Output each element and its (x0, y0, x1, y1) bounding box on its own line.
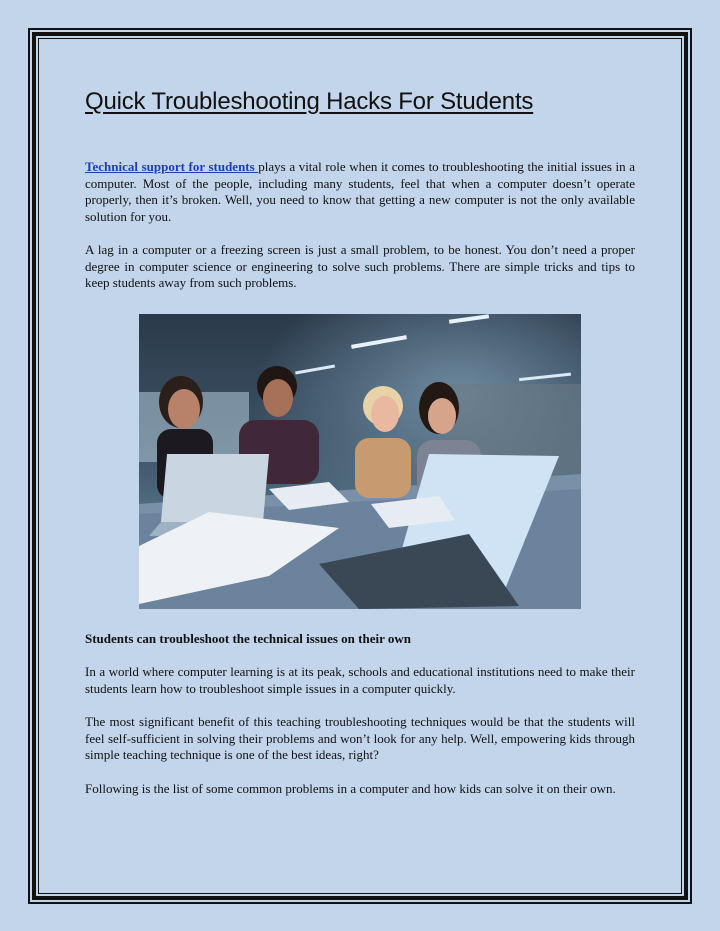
paragraph-following: Following is the list of some common problems in a computer and how kids can solve it on their own. (85, 780, 616, 796)
document-body (85, 86, 635, 797)
paragraph-intro-text: plays a vital role when it comes to troubleshooting the initial issues in a computer. Most of the people, including many students, feel that when a computer doesn’t operate properly, then it’s broken. Well, you need to know that getting a new computer is not the only available solution for you. (85, 159, 635, 224)
students-laptops-photo (139, 314, 581, 609)
paragraph-lag: A lag in a computer or a freezing screen is just a small problem, to be honest. You don’t need a proper degree in computer science or engineering to solve such problems. There are simple tricks and tips to keep students away from such problems. (85, 242, 635, 290)
paragraph-benefit: The most significant benefit of this teaching troubleshooting techniques would be that the students will feel self-sufficient in solving their problems and won’t look for any help. Well, empowering kids through simple teaching technique is one of the best ideas, right? (85, 714, 635, 762)
paragraph-intro (85, 159, 635, 225)
students-photo-illustration (139, 314, 581, 609)
paragraph-world: In a world where computer learning is at its peak, schools and educational institutions need to make their students learn how to troubleshoot simple issues in a computer quickly. (85, 664, 635, 696)
technical-support-link[interactable]: Technical support for students (85, 159, 259, 174)
section-subheading: Students can troubleshoot the technical issues on their own (85, 630, 411, 646)
document-title: Quick Troubleshooting Hacks For Students (85, 88, 534, 115)
